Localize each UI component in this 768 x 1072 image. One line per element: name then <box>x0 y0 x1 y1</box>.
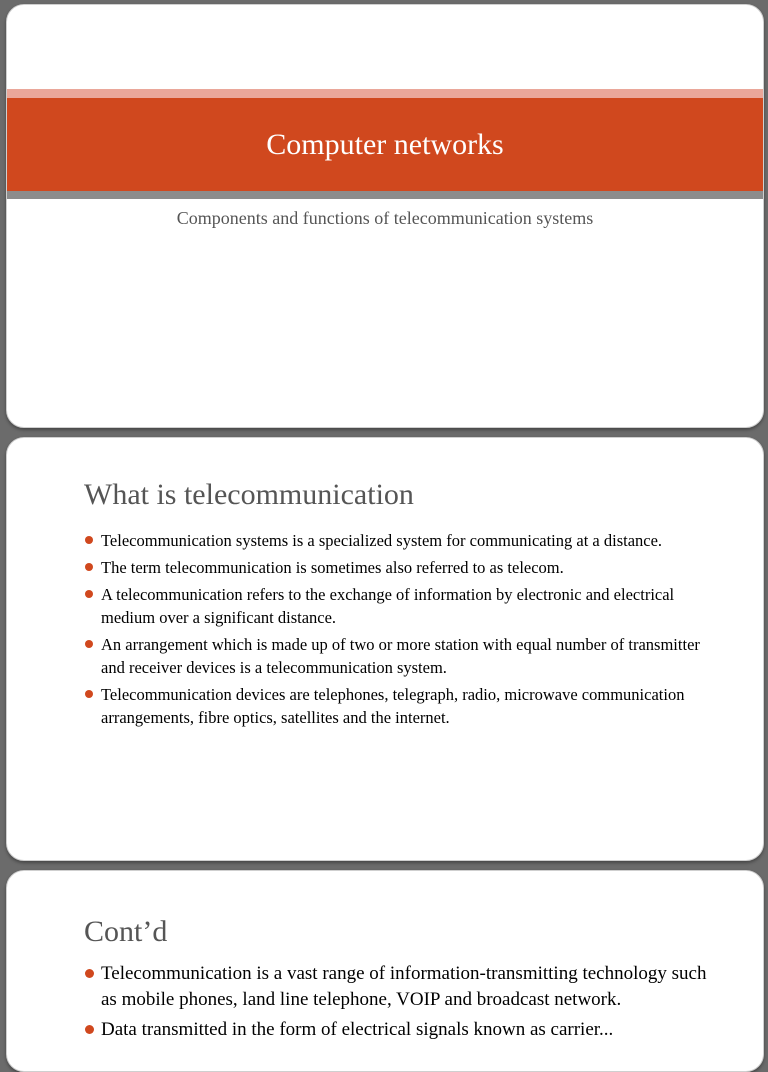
bullet-text: An arrangement which is made up of two or more station with equal number of transmitter and receiver devices is a telecommunication system. <box>101 635 700 677</box>
bullet-item <box>85 683 723 729</box>
bullet-dot-icon <box>85 563 93 571</box>
bullet-text: Telecommunication is a vast range of information-transmitting technology such as mobile phones, land line telephone, VOIP and broadcast network. <box>101 963 707 1010</box>
bullet-dot-icon <box>85 690 93 698</box>
slide-2 <box>6 437 764 861</box>
slide-heading: Cont’d <box>84 915 168 948</box>
bullet-text: Data transmitted in the form of electrical signals known as carrier... <box>101 1019 614 1040</box>
bullet-text: Telecommunication systems is a specialized system for communicating at a distance. <box>101 531 663 550</box>
bullet-dot-icon <box>85 536 93 544</box>
bullet-list <box>85 961 723 1047</box>
slide-heading: What is telecommunication <box>84 478 414 511</box>
bullet-item <box>85 961 723 1013</box>
bullet-item <box>85 633 723 679</box>
bullet-dot-icon <box>85 1025 94 1034</box>
title-banner-underline <box>7 191 763 199</box>
bullet-dot-icon <box>85 640 93 648</box>
bullet-item <box>85 529 723 552</box>
slide-title: Computer networks <box>266 127 504 161</box>
bullet-list <box>85 529 723 733</box>
bullet-item <box>85 583 723 629</box>
bullet-dot-icon <box>85 590 93 598</box>
title-banner-accent <box>7 89 763 98</box>
bullet-item <box>85 556 723 579</box>
bullet-text: Telecommunication devices are telephones, telegraph, radio, microwave communication arrangements, fibre optics, satellites and the internet. <box>101 685 685 727</box>
bullet-text: The term telecommunication is sometimes also referred to as telecom. <box>101 558 564 577</box>
bullet-item <box>85 1017 723 1043</box>
slide-3 <box>6 870 764 1072</box>
bullet-text: A telecommunication refers to the exchange of information by electronic and electrical medium over a significant distance. <box>101 585 675 627</box>
bullet-dot-icon <box>85 969 94 978</box>
slide-1 <box>6 4 764 428</box>
slide-subtitle: Components and functions of telecommunication systems <box>176 208 594 228</box>
